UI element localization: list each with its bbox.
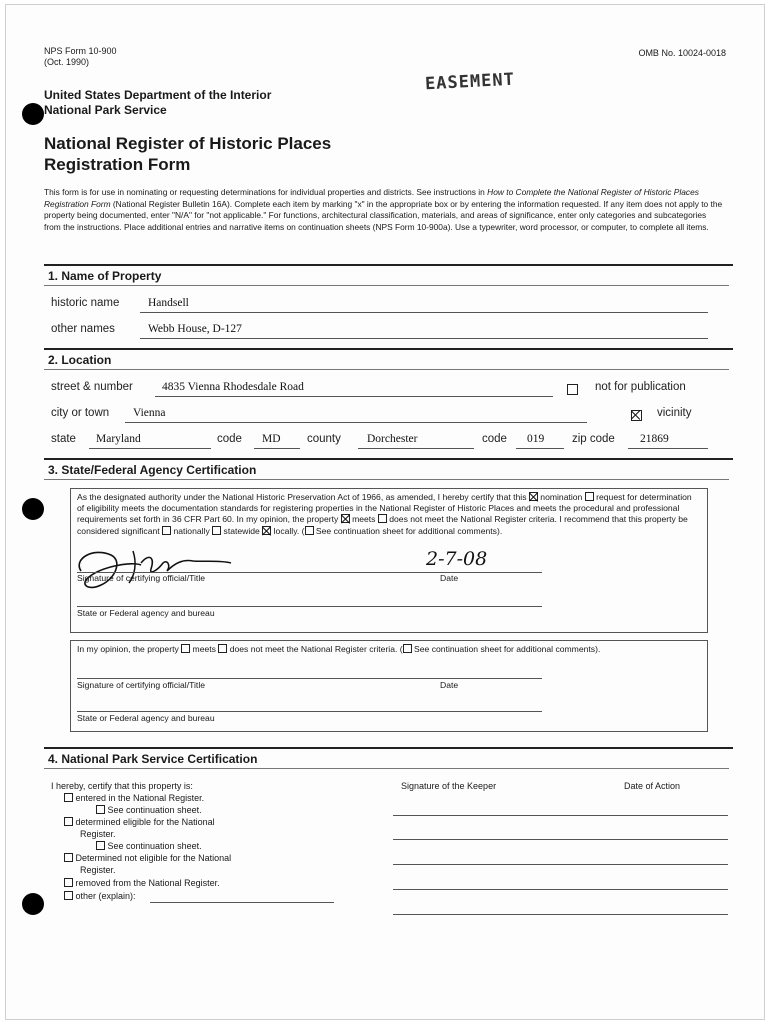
other-names-label: other names bbox=[51, 323, 115, 335]
department-name: United States Department of the Interior bbox=[44, 88, 272, 102]
historic-name-field[interactable]: Handsell bbox=[148, 297, 189, 309]
eligible-item[interactable]: determined eligible for the National bbox=[64, 816, 215, 828]
entered-item[interactable]: entered in the National Register. bbox=[64, 792, 204, 804]
date2-label: Date bbox=[440, 680, 459, 690]
entered-continuation-item[interactable]: See continuation sheet. bbox=[96, 804, 202, 816]
county-label: county bbox=[307, 433, 341, 445]
statewide-label: statewide bbox=[223, 525, 260, 536]
keeper-signature-line[interactable] bbox=[393, 839, 728, 840]
keeper-signature-line[interactable] bbox=[393, 889, 728, 890]
opinion-text-a: In my opinion, the property bbox=[77, 644, 179, 654]
locally-label: locally. bbox=[273, 525, 300, 536]
date-label: Date bbox=[440, 573, 459, 583]
keeper-signature-line[interactable] bbox=[393, 914, 728, 915]
zip-field[interactable]: 21869 bbox=[640, 433, 669, 445]
vicinity-label: vicinity bbox=[657, 407, 692, 419]
certification-date-value: 2-7-08 bbox=[426, 548, 488, 570]
nomination-label: nomination bbox=[540, 492, 583, 502]
other-explain-line[interactable] bbox=[150, 902, 334, 903]
opinion-meets-label: meets bbox=[192, 644, 216, 654]
removed-item[interactable]: removed from the National Register. bbox=[64, 877, 220, 889]
county-field[interactable]: Dorchester bbox=[367, 433, 418, 445]
opinion-text-b: does not meet the National Register criteria. ( bbox=[229, 644, 403, 654]
keeper-label: Signature of the Keeper bbox=[401, 781, 497, 791]
instructions-text-b: (National Register Bulletin 16A). Complete each item by marking "x" in the appropriate box or by entering the information requested. If any item does not apply to the property being documented, enter "N/A" for "not applicable." For functions, architectural classification, materials, and areas of significance, enter only categories and subcategories from the instructions. Place additional entries and narrative items on continuation sheets (NPS Form 10-900a). Use a typewriter, word processor, or computer, to complete all items. bbox=[44, 198, 723, 232]
nationally-label: nationally bbox=[173, 525, 210, 536]
state-label: state bbox=[51, 433, 76, 445]
signature-label: Signature of certifying official/Title bbox=[77, 573, 206, 583]
street-label: street & number bbox=[51, 381, 133, 393]
street-field[interactable]: 4835 Vienna Rhodesdale Road bbox=[162, 381, 304, 393]
eligible-item-cont: Register. bbox=[80, 829, 116, 839]
county-code-field[interactable]: 019 bbox=[527, 433, 545, 445]
date-of-action-label: Date of Action bbox=[624, 781, 681, 791]
easement-stamp: EASEMENT bbox=[424, 69, 516, 95]
instructions-text-a: This form is for use in nominating or requesting determinations for individual properties and districts. See instructions in bbox=[44, 187, 488, 197]
meets-label: meets bbox=[352, 514, 376, 525]
form-title-line2: Registration Form bbox=[44, 155, 191, 174]
form-date: (Oct. 1990) bbox=[44, 57, 90, 67]
agency2-label: State or Federal agency and bureau bbox=[77, 713, 215, 723]
state-code-label: code bbox=[217, 433, 242, 445]
section-4-heading: 4. National Park Service Certification bbox=[44, 747, 733, 768]
section-2-heading: 2. Location bbox=[44, 348, 733, 369]
other-names-field[interactable]: Webb House, D-127 bbox=[148, 323, 242, 335]
instructions-italic-title: How to Complete the National Register of Historic Places Registration Form bbox=[44, 187, 699, 209]
does-not-meet-label: does not meet the National Register criteria. I recommend that this property be considered significant bbox=[77, 514, 688, 536]
cert-text-a: As the designated authority under the National Historic Preservation Act of 1966, as amended, I hereby certify that this bbox=[77, 492, 527, 502]
county-code-label: code bbox=[482, 433, 507, 445]
section-3-heading: 3. State/Federal Agency Certification bbox=[44, 458, 733, 479]
state-field[interactable]: Maryland bbox=[96, 433, 141, 445]
see-continuation-label: See continuation sheet for additional comments). bbox=[315, 525, 503, 536]
nps-intro: I hereby, certify that this property is: bbox=[51, 781, 193, 791]
agency-label: State or Federal agency and bureau bbox=[77, 608, 215, 618]
historic-name-label: historic name bbox=[51, 297, 120, 309]
not-for-publication-label: not for publication bbox=[595, 381, 686, 393]
city-label: city or town bbox=[51, 407, 110, 419]
other-item[interactable]: other (explain): bbox=[64, 890, 136, 902]
service-name: National Park Service bbox=[44, 103, 167, 117]
form-title-line1: National Register of Historic Places bbox=[44, 134, 332, 153]
not-eligible-item-cont: Register. bbox=[80, 865, 116, 875]
cert-text-b: request for determination of eligibility meets the documentation standards for registering properties in the National Register of Historic Places and meets the procedural and professional requirements set forth in 36 CFR Part 60. In my opinion, the property bbox=[77, 492, 692, 525]
not-eligible-item[interactable]: Determined not eligible for the National bbox=[64, 852, 231, 864]
keeper-signature-line[interactable] bbox=[393, 815, 728, 816]
state-code-field[interactable]: MD bbox=[262, 433, 281, 445]
form-number: NPS Form 10-900 bbox=[44, 46, 117, 56]
section-1-heading: 1. Name of Property bbox=[44, 264, 733, 285]
eligible-continuation-item[interactable]: See continuation sheet. bbox=[96, 840, 202, 852]
opinion-text-c: See continuation sheet for additional comments). bbox=[414, 644, 601, 654]
zip-label: zip code bbox=[572, 433, 615, 445]
omb-number: OMB No. 10024-0018 bbox=[638, 48, 726, 58]
keeper-signature-line[interactable] bbox=[393, 864, 728, 865]
signature2-label: Signature of certifying official/Title bbox=[77, 680, 206, 690]
certification-text: As the designated authority under the National Historic Preservation Act of 1966, as amended, I hereby certify that this nomination request for determination of eligibility meets the documentation standards for registering properties in the National Register of Historic Places and meets the procedural and professional requirements set forth in 36 CFR Part 60. In my opinion, the property meets does not meet the National Register criteria. I recommend that this property be considered significant nationally statewide locally. ( See continuation sheet for additional comments). bbox=[77, 492, 692, 536]
city-field[interactable]: Vienna bbox=[133, 407, 166, 419]
